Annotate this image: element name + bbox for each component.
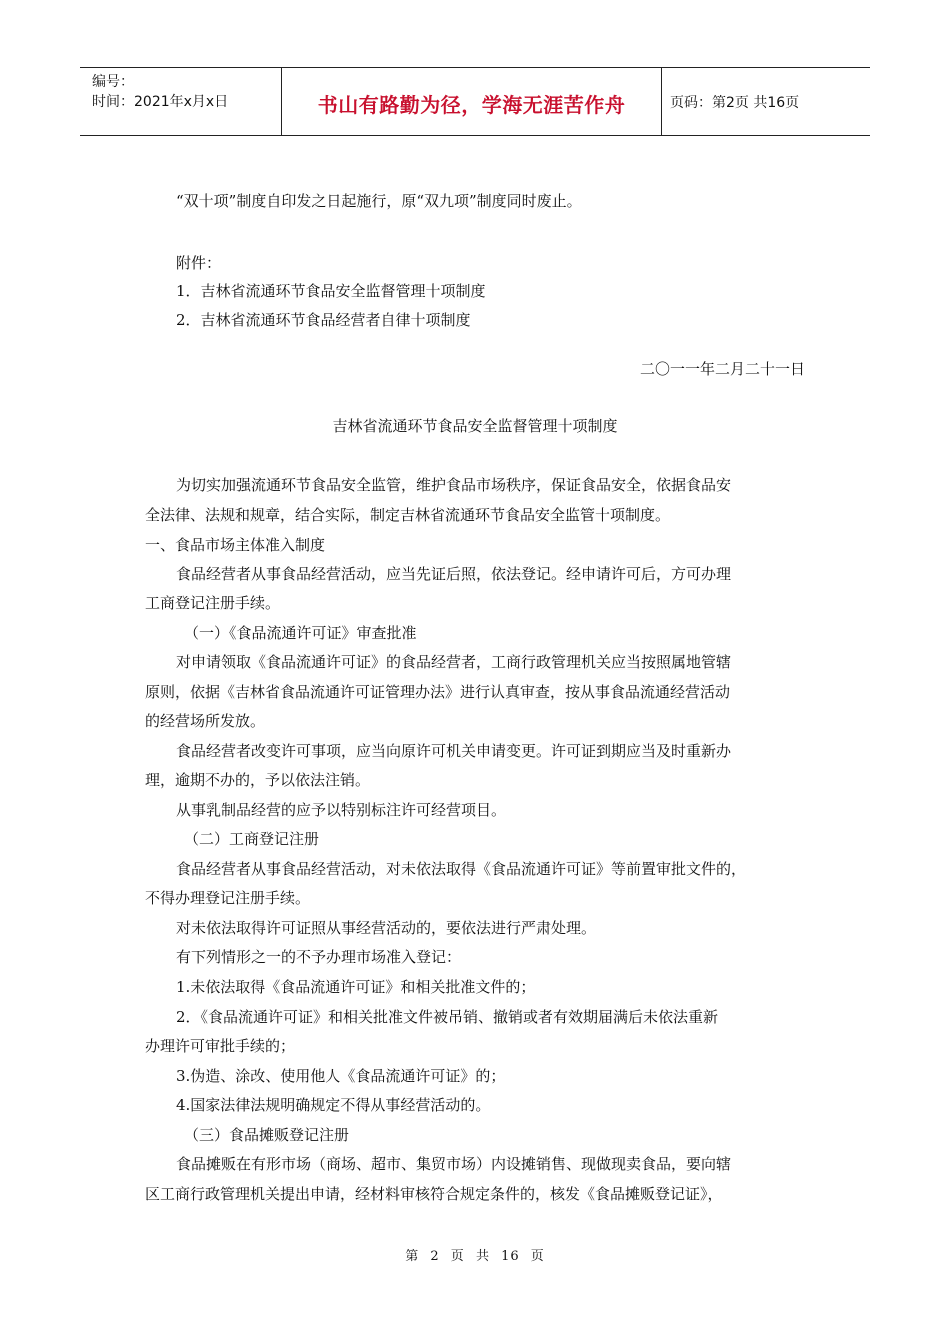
paragraph-license-first-l2: 工商登记注册手续。 bbox=[145, 594, 281, 612]
paragraph-review-l3: 的经营场所发放。 bbox=[145, 712, 266, 730]
paragraph-review-l2: 原则，依据《吉林省食品流通许可证管理办法》进行认真审查，按从事食品流通经营活动 bbox=[145, 683, 731, 701]
paragraph-penalty: 对未依法取得许可证照从事经营活动的，要依法进行严肃处理。 bbox=[176, 919, 597, 937]
code-label: 编号： bbox=[92, 74, 134, 90]
page-indicator: 页码：第2页 共16页 bbox=[670, 94, 800, 111]
header-meta-cell bbox=[80, 68, 282, 135]
time-label: 时间：2021年x月x日 bbox=[92, 94, 229, 110]
subheading-license-review: （一）《食品流通许可证》审查批准 bbox=[184, 624, 417, 642]
footer-ye-2: 页 bbox=[530, 1249, 545, 1264]
subheading-registration: （二）工商登记注册 bbox=[184, 830, 320, 848]
attachment-item-2: 2．吉林省流通环节食品经营者自律十项制度 bbox=[176, 311, 471, 329]
paragraph-review-l1: 对申请领取《食品流通许可证》的食品经营者，工商行政管理机关应当按照属地管辖 bbox=[176, 653, 732, 671]
page-footer bbox=[0, 1245, 950, 1264]
footer-ye-1: 页 bbox=[450, 1249, 465, 1264]
paragraph-registration-l2: 不得办理登记注册手续。 bbox=[145, 889, 311, 907]
intro-line-2: 全法律、法规和规章，结合实际，制定吉林省流通环节食品安全监管十项制度。 bbox=[145, 506, 671, 524]
paragraph-vendor-l1: 食品摊贩在有形市场（商场、超市、集贸市场）内设摊销售、现做现卖食品，要向辖 bbox=[176, 1155, 732, 1173]
footer-di: 第 bbox=[405, 1249, 420, 1264]
footer-total-pages: 16 bbox=[501, 1249, 520, 1264]
list-item-1: 1.未依法取得《食品流通许可证》和相关批准文件的； bbox=[176, 978, 536, 996]
footer-gong: 共 bbox=[475, 1249, 490, 1264]
header-page-cell bbox=[662, 68, 870, 135]
paragraph-vendor-l2: 区工商行政管理机关提出申请，经材料审核符合规定条件的，核发《食品摊贩登记证》， bbox=[145, 1185, 723, 1203]
page-header bbox=[80, 67, 870, 136]
list-item-3: 3.伪造、涂改、使用他人《食品流通许可证》的； bbox=[176, 1067, 506, 1085]
list-item-2-l2: 办理许可审批手续的； bbox=[145, 1037, 296, 1055]
issue-date: 二〇一一年二月二十一日 bbox=[639, 360, 805, 378]
header-motto-cell bbox=[282, 68, 662, 135]
motto-text: 书山有路勤为径，学海无涯苦作舟 bbox=[317, 93, 626, 117]
attachments-label: 附件： bbox=[176, 254, 222, 272]
paragraph-license-first-l1: 食品经营者从事食品经营活动，应当先证后照，依法登记。经申请许可后，方可办理 bbox=[176, 565, 732, 583]
list-item-2-l1: 2．《食品流通许可证》和相关批准文件被吊销、撤销或者有效期届满后未依法重新 bbox=[176, 1008, 719, 1026]
paragraph-registration-l1: 食品经营者从事食品经营活动，对未依法取得《食品流通许可证》等前置审批文件的， bbox=[176, 860, 747, 878]
heading-market-access: 一、食品市场主体准入制度 bbox=[145, 536, 326, 554]
intro-line-1: 为切实加强流通环节食品安全监管，维护食品市场秩序，保证食品安全，依据食品安 bbox=[176, 476, 732, 494]
attachment-item-1: 1．吉林省流通环节食品安全监督管理十项制度 bbox=[176, 282, 486, 300]
footer-page-number: 2 bbox=[430, 1249, 440, 1264]
section-title: 吉林省流通环节食品安全监督管理十项制度 bbox=[332, 417, 618, 435]
paragraph-effective: “双十项”制度自印发之日起施行，原“双九项”制度同时废止。 bbox=[176, 192, 582, 210]
subheading-vendor-registration: （三）食品摊贩登记注册 bbox=[184, 1126, 350, 1144]
paragraph-change-l1: 食品经营者改变许可事项，应当向原许可机关申请变更。许可证到期应当及时重新办 bbox=[176, 742, 732, 760]
list-item-4: 4.国家法律法规明确规定不得从事经营活动的。 bbox=[176, 1096, 491, 1114]
paragraph-dairy: 从事乳制品经营的应予以特别标注许可经营项目。 bbox=[176, 801, 507, 819]
paragraph-conditions: 有下列情形之一的不予办理市场准入登记： bbox=[176, 948, 462, 966]
paragraph-change-l2: 理，逾期不办的，予以依法注销。 bbox=[145, 771, 371, 789]
